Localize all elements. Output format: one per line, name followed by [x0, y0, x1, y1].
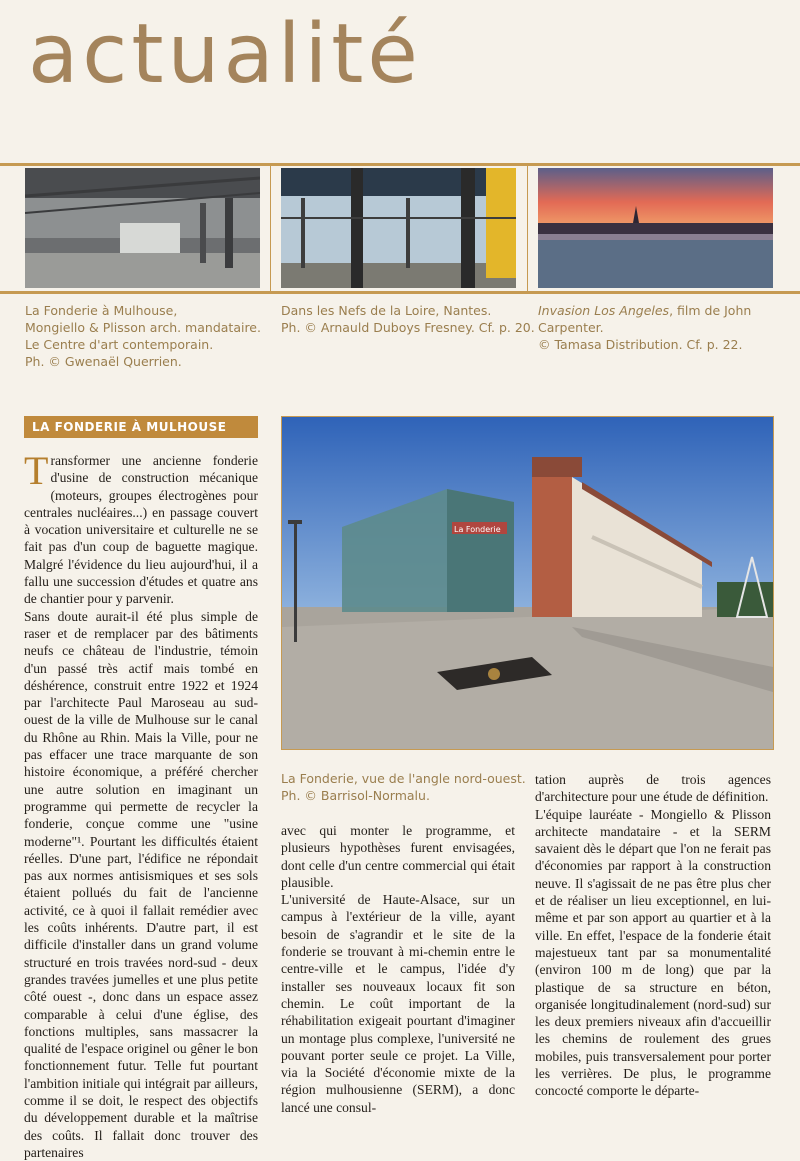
column-separator: [270, 163, 271, 293]
drop-cap: T: [24, 448, 49, 493]
caption-invasion: [538, 302, 800, 353]
building-sign: La Fonderie: [454, 525, 501, 534]
photo-sunset: [538, 168, 773, 288]
bottom-rule: [0, 291, 800, 294]
paragraph: Sans doute aurait-il été plus simple de raser et de remplacer par des bâtiments neufs ce château de l'industrie, témoin d'un passé très actif mais tombé en déshérence, construit entre 1922 et 1924 par l'architecte Paul Maroseau au sud-ouest de la ville de Mulhouse sur le canal du Rhône au Rhin. Mais la Ville, pour ne pas effacer une trace marquante de son histoire économique, a préféré chercher une autre solution en imaginant un programme qui permette de recycler la fonderie, conçue comme une "usine moderne"¹. Pourtant les difficultés étaient réelles. D'une part, l'édifice ne répondait pas aux normes antisismiques et ses sols étaient pollués du fait de l'ancienne activité, ce à quoi il fallait remédier avec les coûts inhérents. D'autre part, il est difficile d'installer dans un grand volume structuré en trois travées nord-sud - deux grandes travées jumelles et une plus petite côté ouest -, donc dans un espace assez comparable à celui d'une église, des fonctions multiples, sans massacrer la qualité de l'espace originel ou gêner le bon fonctionnement futur. Telle fut pourtant l'ambition initiale qui intégrait par ailleurs, comme il se doit, le respect des objectifs du développement durable et la maîtrise des coûts. Il fallait donc trouver des partenaires: [24, 608, 258, 1160]
column-separator: [527, 163, 528, 293]
film-title: Invasion Los Angeles: [538, 303, 670, 318]
article-column-1: [24, 448, 258, 1161]
caption-invasion-rest: , film de John Carpenter. © Tamasa Distribution. Cf. p. 22.: [538, 303, 752, 352]
main-photo-caption: La Fonderie, vue de l'angle nord-ouest. Ph. © Barrisol-Normalu.: [281, 771, 526, 803]
paragraph: ransformer une ancienne fonderie d'usine de construction mécanique (moteurs, groupes électrogènes pour centrales nucléaires...) en passage couvert à vocation universitaire et culturelle ne se fait pas d'un coup de baguette magique. Malgré l'évidence du lieu aujourd'hui, il a fallu une succession d'études et quatre ans de chantier pour y parvenir.: [24, 453, 258, 607]
caption-nefs: Dans les Nefs de la Loire, Nantes. Ph. © Arnauld Duboys Fresney. Cf. p. 20.: [281, 303, 535, 335]
article-column-2: [281, 822, 515, 1116]
paragraph: tation auprès de trois agences d'architecture pour une étude de définition.: [535, 772, 771, 805]
top-rule: [0, 163, 800, 166]
section-heading: LA FONDERIE À MULHOUSE: [24, 416, 258, 438]
article-column-3: [535, 771, 771, 1100]
paragraph: avec qui monter le programme, et plusieurs hypothèses furent envisagées, dont celle d'un centre commercial qui était plausible.: [281, 823, 515, 890]
page-title: actualité: [28, 7, 422, 102]
paragraph: L'université de Haute-Alsace, sur un campus à l'extérieur de la ville, ayant besoin de s'agrandir et le site de la fonderie se trouvant à mi-chemin entre le centre-ville et le campus, l'idée d'y installer ses nouveaux locaux fit son chemin. Le coût important de la réhabilitation exigeait pourtant d'imaginer un montage plus complexe, l'université ne pouvant porter seule ce projet. La Ville, via la Société d'économie mixte de la région mulhousienne (SERM), a donc lancé une consul-: [281, 892, 515, 1115]
caption-fonderie: La Fonderie à Mulhouse, Mongiello & Plisson arch. mandataire. Le Centre d'art contemporain. Ph. © Gwenaël Querrien.: [25, 303, 261, 369]
paragraph: L'équipe lauréate - Mongiello & Plisson architecte mandataire - et la SERM savaient dès le départ que l'on ne ferait pas d'économies par rapport à la construction neuve. Il s'agissait de ne pas être plus cher et de réaliser un lieu exceptionnel, en lui-même et par son apport au quartier et à la ville. En effet, l'espace de la fonderie était majestueux tant par sa monumentalité (environ 100 m de long) que par la plastique de sa structure en béton, organisée longitudinalement (nord-sud) sur les deux premiers niveaux afin d'accueillir les chemins de roulement des grues mobiles, puis transversalement pour porter les verrières. De plus, le programme concocté comporte le départe-: [535, 806, 771, 1099]
photo-fonderie-interior: [25, 168, 260, 288]
photo-fonderie-exterior: [281, 416, 774, 750]
photo-nefs-de-la-loire: [281, 168, 516, 288]
